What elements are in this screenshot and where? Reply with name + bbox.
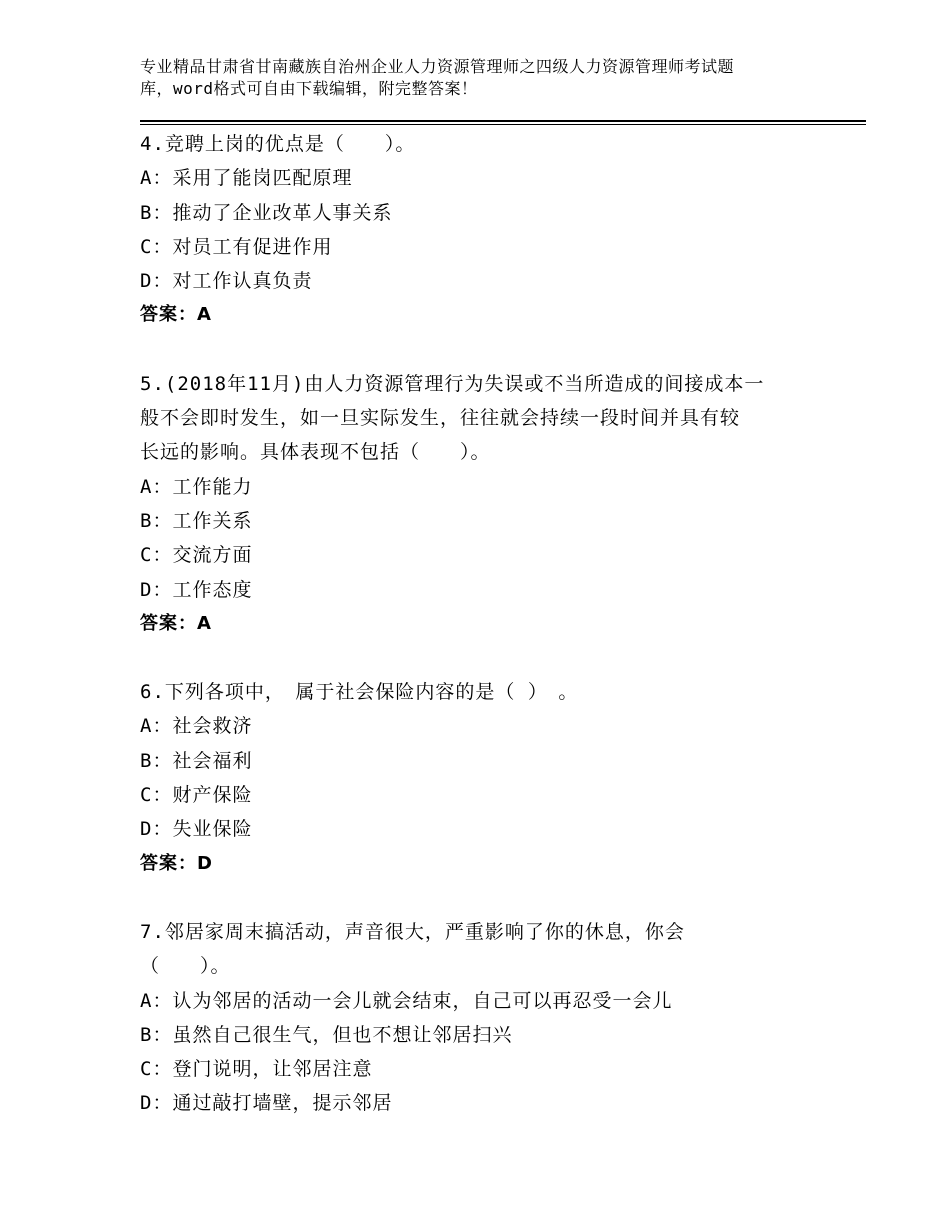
document-header [140, 56, 840, 100]
question-stem: 5.(2018年11月)由人力资源管理行为失误或不当所造成的间接成本一 [140, 372, 765, 395]
question-stem: 7.邻居家周末搞活动，声音很大，严重影响了你的休息，你会 [140, 920, 685, 943]
option-a: A：采用了能岗匹配原理 [140, 167, 353, 190]
question-stem: 般不会即时发生，如一旦实际发生，往往就会持续一段时间并具有较 [140, 407, 741, 430]
header-line-1: 专业精品甘肃省甘南藏族自治州企业人力资源管理师之四级人力资源管理师考试题 [140, 57, 735, 76]
option-b: B：社会福利 [140, 749, 253, 772]
header-rule-thin [140, 124, 866, 125]
question-5 [140, 367, 840, 641]
question-stem: 6.下列各项中， 属于社会保险内容的是（ ） 。 [140, 681, 579, 704]
option-b: B：虽然自己很生气，但也不想让邻居扫兴 [140, 1023, 513, 1046]
question-7 [140, 915, 840, 1121]
option-a: A：工作能力 [140, 475, 253, 498]
question-list [140, 127, 840, 1155]
option-b: B：工作关系 [140, 509, 253, 532]
option-d: D：失业保险 [140, 818, 253, 841]
option-c: C：财产保险 [140, 784, 253, 807]
option-d: D：工作态度 [140, 578, 253, 601]
option-d: D：对工作认真负责 [140, 270, 313, 293]
header-rule-thick [140, 120, 866, 122]
answer-line: 答案：A [140, 612, 212, 634]
option-a: A：认为邻居的活动一会儿就会结束，自己可以再忍受一会儿 [140, 989, 673, 1012]
option-a: A：社会救济 [140, 715, 253, 738]
question-stem: （ ）。 [140, 955, 231, 978]
question-4 [140, 127, 840, 333]
header-line-2: 库，word格式可自由下载编辑，附完整答案！ [140, 79, 478, 98]
question-6 [140, 675, 840, 881]
option-c: C：对员工有促进作用 [140, 235, 333, 258]
option-d: D：通过敲打墙壁，提示邻居 [140, 1092, 393, 1115]
question-stem: 长远的影响。具体表现不包括（ ）。 [140, 441, 491, 464]
answer-line: 答案：A [140, 304, 212, 326]
answer-line: 答案：D [140, 852, 213, 874]
question-stem: 4.竞聘上岗的优点是（ ）。 [140, 133, 416, 155]
option-c: C：登门说明，让邻居注意 [140, 1058, 373, 1081]
option-c: C：交流方面 [140, 544, 253, 567]
option-b: B：推动了企业改革人事关系 [140, 201, 393, 224]
